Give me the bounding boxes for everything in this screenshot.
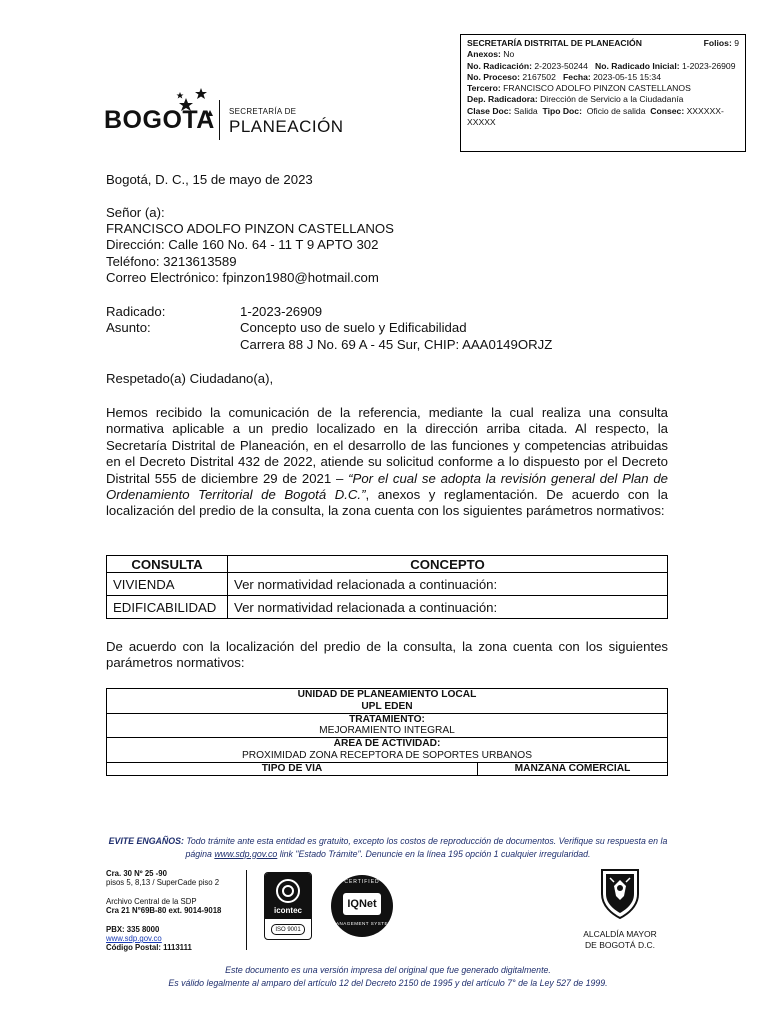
table-header-row bbox=[107, 556, 668, 573]
iqnet-seal: CERTIFIED IQNet MANAGEMENT SYSTEM bbox=[331, 875, 393, 937]
tratamiento-cell bbox=[107, 713, 668, 738]
bogota-planeacion-logo bbox=[104, 86, 344, 142]
logo-divider bbox=[219, 100, 220, 140]
stamp-line-radicacion: No. Radicación: 2-2023-50244 No. Radicado Inicial: 1-2023-26909 bbox=[467, 60, 736, 71]
upl-title: UNIDAD DE PLANEAMIENTO LOCAL bbox=[297, 689, 477, 700]
asunto-line-1: Concepto uso de suelo y Edificabilidad bbox=[240, 320, 467, 335]
recipient-email: Correo Electrónico: fpinzon1980@hotmail.com bbox=[106, 270, 379, 285]
area-cell bbox=[107, 738, 668, 763]
stamp-line-anexos: Anexos: No bbox=[467, 49, 515, 60]
recipient-name: FRANCISCO ADOLFO PINZON CASTELLANOS bbox=[106, 221, 394, 236]
tratamiento-value: MEJORAMIENTO INTEGRAL bbox=[319, 725, 455, 737]
logo-secretaria-text: SECRETARÍA DE bbox=[229, 107, 297, 116]
table-row bbox=[107, 573, 668, 596]
body-paragraph-1: Hemos recibido la comunicación de la referencia, mediante la cual realiza una consulta normativa aplicable a un predio localizado en la dirección arriba citada. Al respecto, la Secretaría Distrital de Planeación, en el desarrollo de las funciones y competencias atribuidas en el Decreto Distrital 432 de 2022, atiende su solicitud conforme a lo dispuesto por el Decreto Distrital 555 de diciembre 29 de 2021 – “Por el cual se adopta la revisión general del Plan de Ordenamiento Territorial de Bogotá D.C.”, anexos y reglamentación. De acuerdo con la localización del predio de la consulta, la zona cuenta con los siguientes parámetros normativos: bbox=[106, 405, 668, 519]
stamp-line-dep: Dep. Radicadora: Dirección de Servicio a la Ciudadanía bbox=[467, 94, 684, 105]
upl-value: UPL EDEN bbox=[361, 700, 413, 712]
place-date: Bogotá, D. C., 15 de mayo de 2023 bbox=[106, 172, 313, 187]
table-row bbox=[107, 596, 668, 619]
office-address: Cra. 30 Nº 25 -90 pisos 5, 8,13 / SuperCade piso 2 Archivo Central de la SDP Cra 21 N°69B-80 ext. 9014-9018 PBX: 335 8000 www.sdp.gov.co Código Postal: 1113111 bbox=[106, 869, 222, 953]
decree-title: “Por el cual se adopta la revisión general del Plan de Ordenamiento Territorial de Bogotá D.C.” bbox=[106, 470, 668, 503]
table-row bbox=[107, 689, 668, 714]
table-row bbox=[107, 762, 668, 775]
sdp-website-link[interactable]: www.sdp.gov.co bbox=[214, 848, 278, 859]
greeting: Respetado(a) Ciudadano(a), bbox=[106, 371, 274, 386]
fraud-warning: EVITE ENGAÑOS: Todo trámite ante esta entidad es gratuito, excepto los costos de reproducción de documentos. Verifique su respuesta en la página www.sdp.gov.co link "Estado Trámite". Denuncie en la línea 195 opción 1 cualquier irregularidad. bbox=[108, 836, 668, 859]
table-row bbox=[107, 713, 668, 738]
stamp-line-entity: SECRETARÍA DISTRITAL DE PLANEACIÓN Folios: 9 bbox=[467, 38, 739, 48]
area-title: ÁREA DE ACTIVIDAD: bbox=[333, 738, 441, 750]
stamp-line-tercero: Tercero: FRANCISCO ADOLFO PINZON CASTELLANOS bbox=[467, 83, 691, 94]
area-value: PROXIMIDAD ZONA RECEPTORA DE SOPORTES URBANOS bbox=[241, 749, 533, 761]
alcaldia-logo-text: ALCALDÍA MAYOR DE BOGOTÁ D.C. bbox=[583, 929, 657, 950]
table-cell: Ver normatividad relacionada a continuación: bbox=[228, 596, 668, 619]
logo-city-text: BOGOTA bbox=[104, 106, 215, 134]
concept-table bbox=[106, 555, 668, 619]
body-paragraph-2: De acuerdo con la localización del predio de la consulta, la zona cuenta con los siguientes parámetros normativos: bbox=[106, 639, 668, 671]
recipient-phone: Teléfono: 3213613589 bbox=[106, 254, 237, 269]
stamp-line-proceso: No. Proceso: 2167502 Fecha: 2023-05-15 15:34 bbox=[467, 71, 661, 82]
table-cell: VIVIENDA bbox=[107, 573, 228, 596]
tipo-via-cell: TIPO DE VÍA bbox=[107, 762, 478, 775]
radication-stamp bbox=[460, 34, 746, 152]
radicado-value: 1-2023-26909 bbox=[240, 304, 323, 319]
table-cell: Ver normatividad relacionada a continuación: bbox=[228, 573, 668, 596]
table-cell: EDIFICABILIDAD bbox=[107, 596, 228, 619]
salutation-title: Señor (a): bbox=[106, 205, 165, 220]
asunto-label: Asunto: bbox=[106, 320, 151, 335]
table-header-concepto: CONCEPTO bbox=[228, 556, 668, 573]
tratamiento-title: TRATAMIENTO: bbox=[349, 713, 425, 725]
icontec-logo: icontec ISO 9001 bbox=[264, 872, 312, 940]
radicado-label: Radicado: bbox=[106, 304, 166, 319]
footer-website-link[interactable]: www.sdp.gov.co bbox=[106, 934, 162, 944]
footer-divider bbox=[246, 870, 247, 950]
upl-table bbox=[106, 688, 668, 776]
manzana-cell: MANZANA COMERCIAL bbox=[478, 762, 668, 775]
upl-cell bbox=[107, 689, 668, 714]
recipient-address: Dirección: Calle 160 No. 64 - 11 T 9 APTO 302 bbox=[106, 237, 379, 252]
stamp-line-clase: Clase Doc: Salida Tipo Doc: Oficio de salida Consec: XXXXXX-XXXXX bbox=[467, 105, 724, 128]
table-row bbox=[107, 738, 668, 763]
table-header-consulta: CONSULTA bbox=[107, 556, 228, 573]
digital-validity-note: Este documento es una versión impresa del original que fue generado digitalmente. Es válido legalmente al amparo del artículo 12 del Decreto 2150 de 1995 y del artículo 7° de la Ley 527 de 1999. bbox=[168, 965, 608, 988]
bogota-shield-icon bbox=[598, 866, 642, 920]
logo-planeacion-text: PLANEACIÓN bbox=[229, 117, 344, 136]
asunto-line-2: Carrera 88 J No. 69 A - 45 Sur, CHIP: AAA0149ORJZ bbox=[240, 337, 553, 352]
